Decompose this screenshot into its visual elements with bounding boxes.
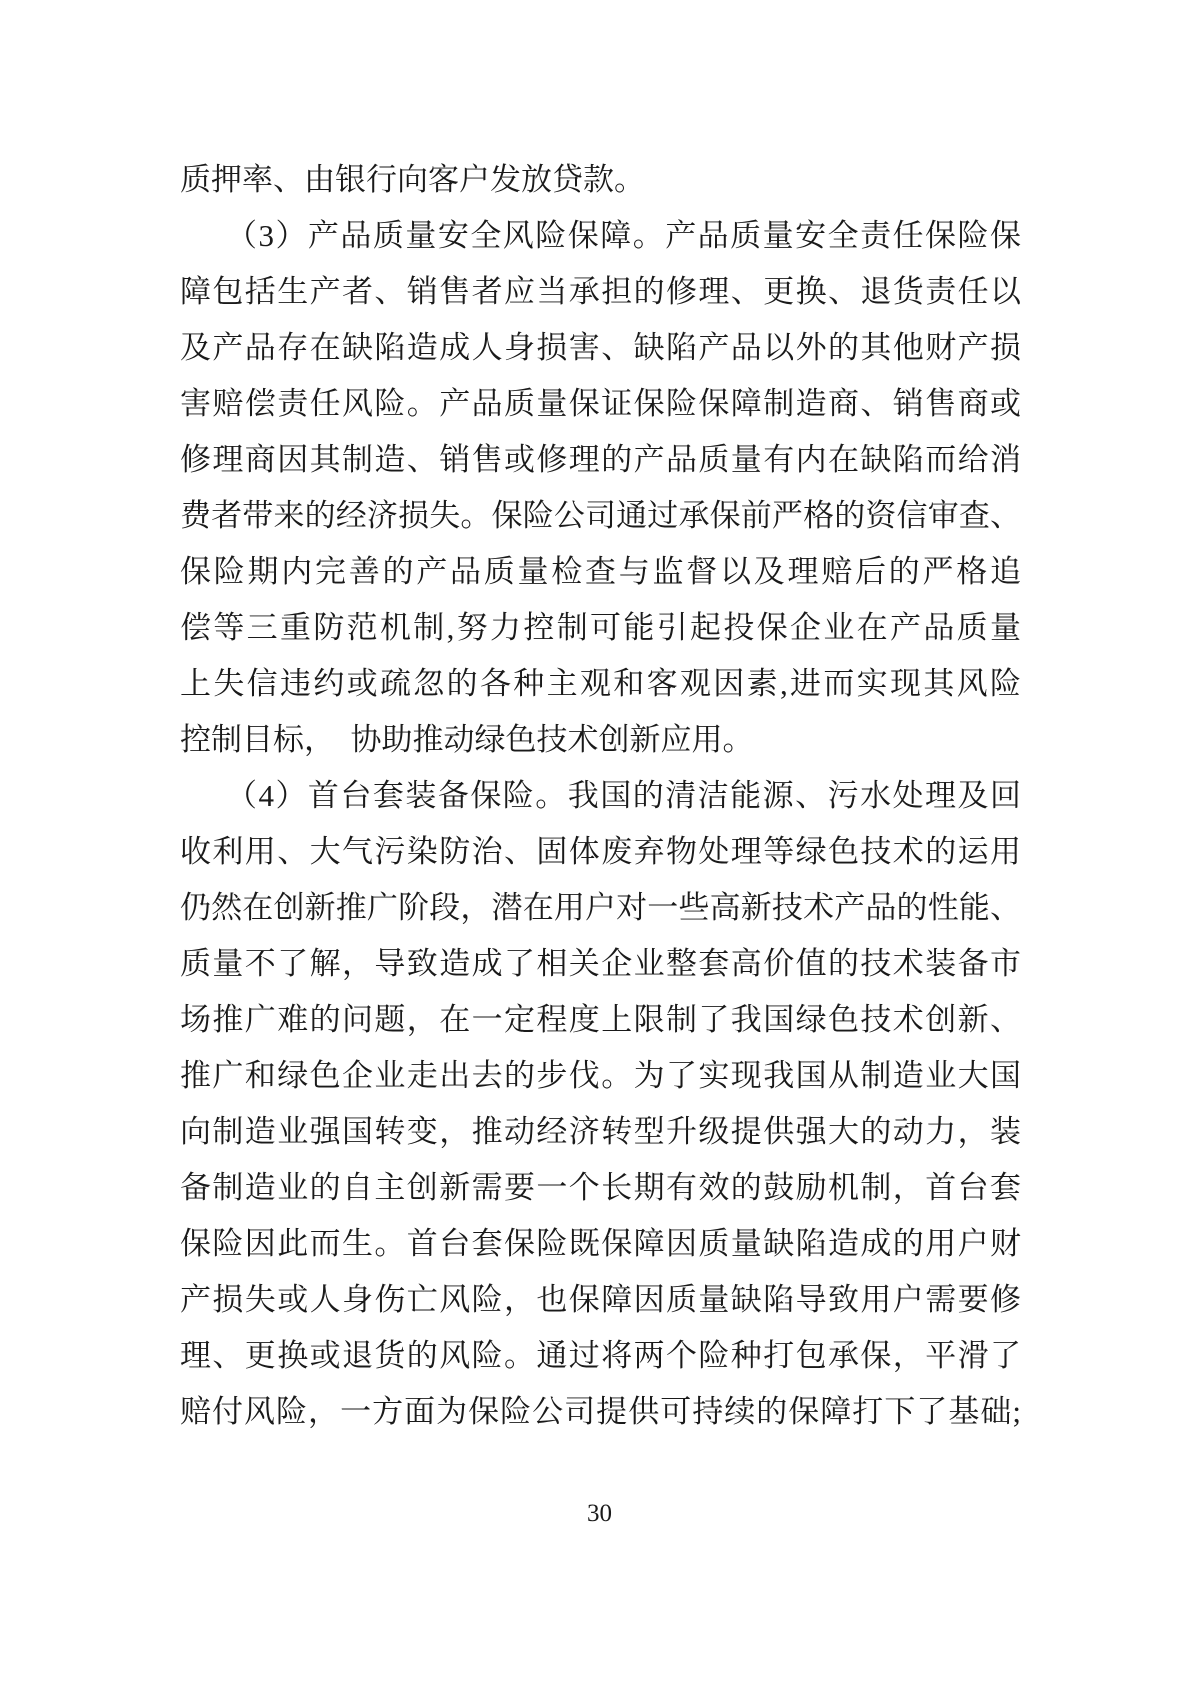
text-line: 质量不了解，导致造成了相关企业整套高价值的技术装备市 [180,946,1021,981]
text-line: 理、更换或退货的风险。通过将两个险种打包承保，平滑了 [180,1338,1021,1373]
text-line: 上失信违约或疏忽的各种主观和客观因素,进而实现其风险 [180,666,1021,701]
text-line: （4）首台套装备保险。我国的清洁能源、污水处理及回 [226,778,1021,813]
text-line: 仍然在创新推广阶段，潜在用户对一些高新技术产品的性能、 [180,890,1021,925]
text-line: 推广和绿色企业走出去的步伐。为了实现我国从制造业大国 [180,1058,1021,1093]
text-line: 修理商因其制造、销售或修理的产品质量有内在缺陷而给消 [180,442,1021,477]
text-line: 场推广难的问题，在一定程度上限制了我国绿色技术创新、 [180,1002,1021,1037]
text-line: 备制造业的自主创新需要一个长期有效的鼓励机制，首台套 [180,1170,1021,1205]
text-line: 赔付风险，一方面为保险公司提供可持续的保障打下了基础; [180,1394,1021,1429]
text-line: 费者带来的经济损失。保险公司通过承保前严格的资信审查、 [180,498,1021,533]
text-body [180,152,1021,1440]
text-line: 保险期内完善的产品质量检查与监督以及理赔后的严格追 [180,554,1021,589]
text-line: 保险因此而生。首台套保险既保障因质量缺陷造成的用户财 [180,1226,1021,1261]
text-line: 向制造业强国转变，推动经济转型升级提供强大的动力，装 [180,1114,1021,1149]
text-line: （3）产品质量安全风险保障。产品质量安全责任保险保 [226,218,1021,253]
page-number: 30 [587,1500,612,1527]
text-line: 及产品存在缺陷造成人身损害、缺陷产品以外的其他财产损 [180,330,1021,365]
text-line: 障包括生产者、销售者应当承担的修理、更换、退货责任以 [180,274,1021,309]
text-line: 质押率、由银行向客户发放贷款。 [180,162,645,197]
text-line: 收利用、大气污染防治、固体废弃物处理等绿色技术的运用 [180,834,1021,869]
text-line: 偿等三重防范机制,努力控制可能引起投保企业在产品质量 [180,610,1021,645]
text-line: 产损失或人身伤亡风险，也保障因质量缺陷导致用户需要修 [180,1282,1021,1317]
text-line: 害赔偿责任风险。产品质量保证保险保障制造商、销售商或 [180,386,1021,421]
text-line: 控制目标， 协助推动绿色技术创新应用。 [180,722,754,757]
